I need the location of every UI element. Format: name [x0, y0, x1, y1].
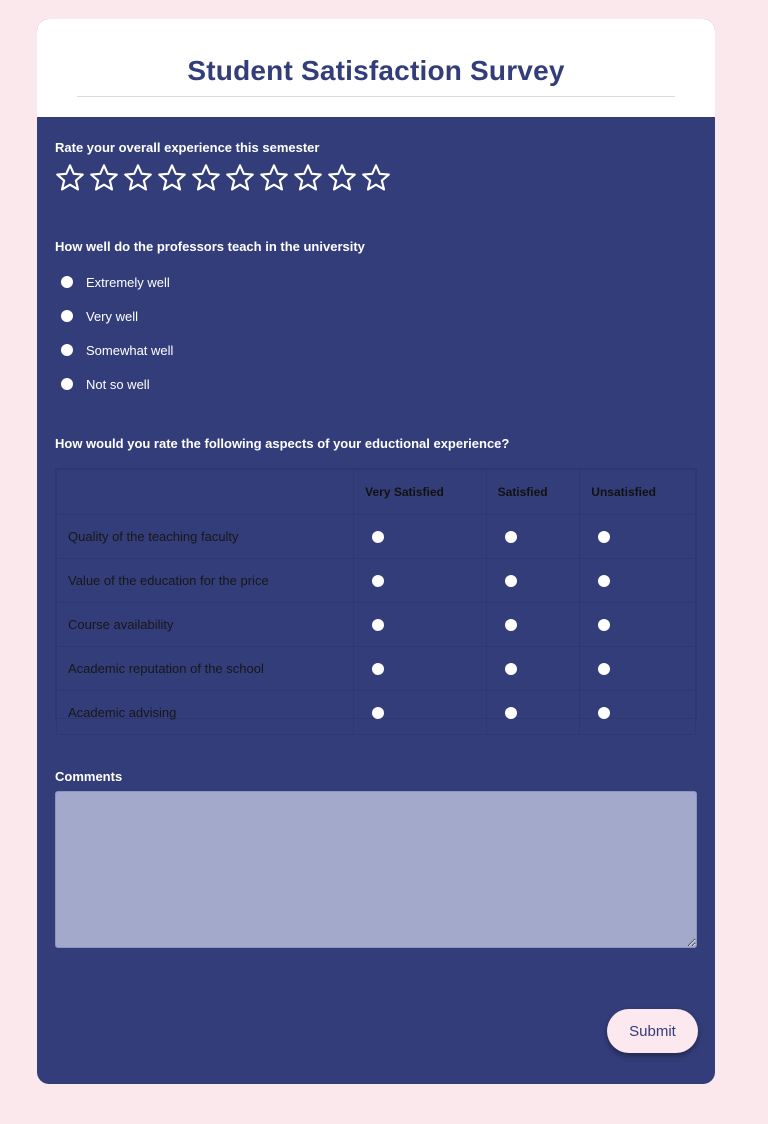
satisfaction-matrix — [55, 468, 697, 719]
star-outline-icon[interactable] — [122, 162, 154, 194]
table-row — [57, 515, 696, 559]
star-outline-icon[interactable] — [190, 162, 222, 194]
submit-button[interactable]: Submit — [607, 1009, 698, 1053]
matrix-cell — [580, 691, 696, 735]
row-label: Value of the education for the price — [57, 559, 354, 603]
matrix-cell — [580, 559, 696, 603]
matrix-cell — [354, 559, 486, 603]
matrix-question: How would you rate the following aspects of your eductional experience? — [55, 436, 510, 451]
star-outline-icon[interactable] — [88, 162, 120, 194]
star-rating[interactable] — [54, 162, 392, 194]
radio-button[interactable] — [598, 619, 610, 631]
matrix-cell — [486, 603, 580, 647]
comments-textarea[interactable] — [55, 791, 697, 948]
column-header-very-satisfied: Very Satisfied — [354, 470, 486, 515]
radio-button[interactable] — [61, 344, 73, 356]
radio-button[interactable] — [372, 531, 384, 543]
star-outline-icon[interactable] — [292, 162, 324, 194]
radio-button[interactable] — [61, 310, 73, 322]
radio-button[interactable] — [598, 531, 610, 543]
star-outline-icon[interactable] — [326, 162, 358, 194]
matrix-cell — [354, 691, 486, 735]
matrix-cell — [354, 603, 486, 647]
star-outline-icon[interactable] — [258, 162, 290, 194]
radio-button[interactable] — [505, 619, 517, 631]
radio-button[interactable] — [372, 663, 384, 675]
matrix-cell — [486, 515, 580, 559]
row-label: Academic advising — [57, 691, 354, 735]
matrix-cell — [486, 691, 580, 735]
survey-card — [37, 19, 715, 1084]
title-divider — [77, 96, 675, 97]
table-row — [57, 691, 696, 735]
matrix-cell — [486, 647, 580, 691]
radio-button[interactable] — [372, 575, 384, 587]
matrix-cell — [354, 515, 486, 559]
radio-button[interactable] — [505, 531, 517, 543]
teaching-question: How well do the professors teach in the university — [55, 239, 365, 254]
radio-button[interactable] — [372, 707, 384, 719]
survey-header — [37, 19, 715, 117]
radio-button[interactable] — [372, 619, 384, 631]
teaching-options — [61, 265, 173, 401]
star-outline-icon[interactable] — [54, 162, 86, 194]
matrix-cell — [486, 559, 580, 603]
table-row — [57, 559, 696, 603]
radio-button[interactable] — [598, 575, 610, 587]
star-outline-icon[interactable] — [360, 162, 392, 194]
teaching-option-not-so-well[interactable] — [61, 367, 173, 401]
option-label: Very well — [86, 308, 139, 324]
radio-button[interactable] — [505, 707, 517, 719]
row-label: Course availability — [57, 603, 354, 647]
radio-button[interactable] — [61, 276, 73, 288]
matrix-header-row — [57, 470, 696, 515]
teaching-option-very-well[interactable] — [61, 299, 173, 333]
option-label: Somewhat well — [86, 342, 174, 358]
table-row — [57, 603, 696, 647]
matrix-cell — [580, 515, 696, 559]
star-outline-icon[interactable] — [224, 162, 256, 194]
option-label: Not so well — [86, 376, 150, 392]
table-row — [57, 647, 696, 691]
radio-button[interactable] — [598, 663, 610, 675]
star-outline-icon[interactable] — [156, 162, 188, 194]
teaching-option-extremely-well[interactable] — [61, 265, 173, 299]
matrix-cell — [580, 647, 696, 691]
matrix-cell — [354, 647, 486, 691]
overall-rating-question: Rate your overall experience this semester — [55, 140, 320, 155]
teaching-option-somewhat-well[interactable] — [61, 333, 173, 367]
column-header-satisfied: Satisfied — [486, 470, 580, 515]
matrix-corner — [57, 470, 354, 515]
matrix-cell — [580, 603, 696, 647]
page-title: Student Satisfaction Survey — [187, 55, 565, 86]
comments-label: Comments — [55, 769, 123, 784]
row-label: Academic reputation of the school — [57, 647, 354, 691]
row-label: Quality of the teaching faculty — [57, 515, 354, 559]
column-header-unsatisfied: Unsatisfied — [580, 470, 696, 515]
option-label: Extremely well — [86, 274, 170, 290]
radio-button[interactable] — [505, 575, 517, 587]
radio-button[interactable] — [61, 378, 73, 390]
radio-button[interactable] — [598, 707, 610, 719]
radio-button[interactable] — [505, 663, 517, 675]
